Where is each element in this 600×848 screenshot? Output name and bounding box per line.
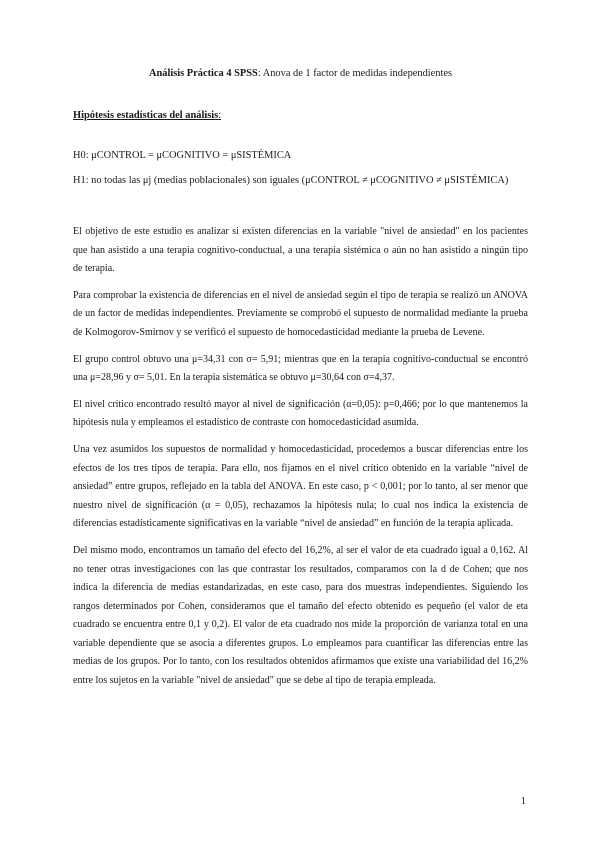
paragraph: Una vez asumidos los supuestos de normalidad y homocedasticidad, procedemos a buscar diferencias entre los efectos de los tres tipos de terapia. Para ello, nos fijamos en el nivel crítico obtenido en la variable “nivel de ansiedad” entre grupos, reflejado en la tabla del ANOVA. En este caso, p < 0,001; por lo tanto, al ser menor que nuestro nivel de significación (α = 0,05), rechazamos la hipótesis nula; lo cual nos indica la existencia de diferencias estadísticamente significativas en la variable “nivel de ansiedad” en función de la terapia aplicada. <box>73 443 528 530</box>
document-title <box>73 67 528 81</box>
section-heading <box>73 109 528 123</box>
page-number: 1 <box>520 796 526 807</box>
hypothesis-h0: H0: μCONTROL = μCOGNITIVO = μSISTÉMICA <box>73 150 292 161</box>
hypothesis-h1: H1: no todas las μj (medias poblacionales) son iguales (μCONTROL ≠ μCOGNITIVO ≠ μSISTÉMICA) <box>73 175 509 186</box>
title-bold: Análisis Práctica 4 SPSS <box>148 68 258 79</box>
paragraph: El objetivo de este estudio es analizar si existen diferencias en la variable "nivel de ansiedad" en los pacientes que han asistido a una terapia cognitivo-conductual, a una terapia sistémica o aún no han asistido a ningún tipo de terapia. <box>73 226 528 275</box>
paragraph: Para comprobar la existencia de diferencias en el nivel de ansiedad según el tipo de terapia se realizó un ANOVA de un factor de medidas independientes. Previamente se comprobó el supuesto de normalidad mediante la prueba de Kolmogorov-Smirnov y se verificó el supuesto de homocedasticidad mediante la prueba de Levene. <box>73 289 528 338</box>
heading-text: Hipótesis estadísticas del análisis <box>73 110 219 121</box>
paragraph: Del mismo modo, encontramos un tamaño del efecto del 16,2%, al ser el valor de eta cuadrado igual a 0,162. Al no tener otras investigaciones con las que contrastar los resultados, comparamos con la d de Cohen; que nos indica la diferencia de medias estandarizadas, en este caso, para dos muestras independientes. Siguiendo los rangos determinados por Cohen, consideramos que el tamaño del efecto obtenido es pequeño (el valor de eta cuadrado se encuentra entre 0,1 y 0,2). El valor de eta cuadrado nos mide la proporción de varianza total en una variable dependiente que se asocia a diferentes grupos. Lo empleamos para cuantificar las diferencias entre las medias de los grupos. Por lo tanto, con los resultados obtenidos afirmamos que existe una variabilidad del 16,2% entre los sujetos en la variable "nivel de ansiedad" que se debe al tipo de terapia empleada. <box>73 544 528 687</box>
page-content <box>73 67 528 699</box>
paragraph: El grupo control obtuvo una μ=34,31 con σ= 5,91; mientras que en la terapia cognitivo-conductual se encontró una μ=28,96 y σ= 5,01. En la terapia sistemática se obtuvo μ=30,64 con σ=4,37. <box>73 353 528 384</box>
title-rest: : Anova de 1 factor de medidas independientes <box>257 68 452 79</box>
paragraph: El nivel crítico encontrado resultó mayor al nivel de significación (α=0,05): p=0,466; por lo que mantenemos la hipótesis nula y empleamos el estadístico de contraste con homocedasticidad asumida. <box>73 398 528 429</box>
heading-colon: : <box>218 110 222 121</box>
